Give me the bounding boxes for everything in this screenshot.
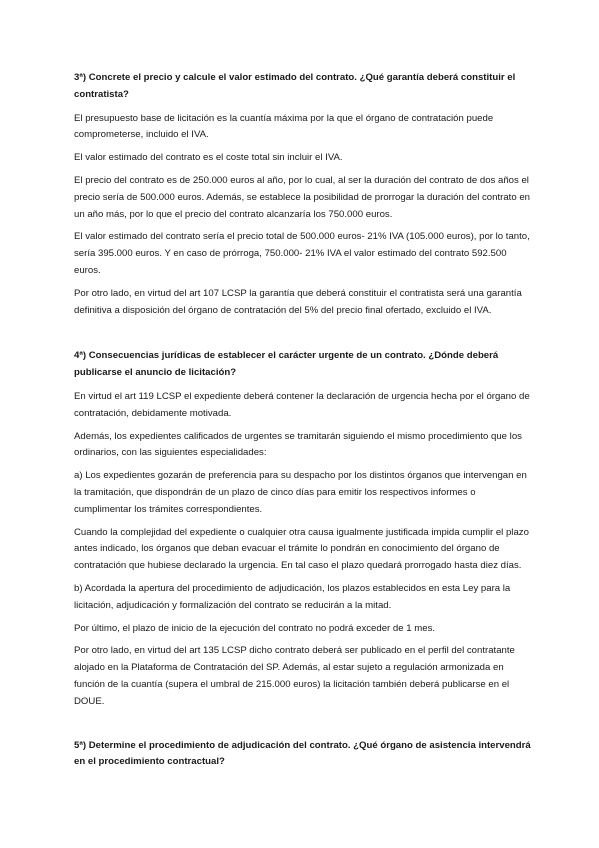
section-q4 (74, 348, 532, 710)
q4-paragraph-1: En virtud el art 119 LCSP el expediente deberá contener la declaración de urgencia hecha por el órgano de contratación, debidamente motivada. (74, 390, 530, 419)
section-q5 (74, 738, 532, 772)
q3-paragraph-1: El presupuesto base de licitación es la cuantía máxima por la que el órgano de contratación puede comprometerse, incluido el IVA. (74, 112, 494, 141)
q3-paragraph-4: El valor estimado del contrato sería el precio total de 500.000 euros- 21% IVA (105.000 euros), por lo tanto, sería 395.000 euros. Y en caso de prórroga, 750.000- 21% IVA el valor estimado del contrato 592.500 euros. (74, 231, 530, 276)
q3-paragraph-3: El precio del contrato es de 250.000 euros al año, por lo cual, al ser la duración del contrato de dos años el precio sería de 500.000 euros. Además, se establece la posibilidad de prorrogar la duración del contrato en un año más, por lo que el precio del contrato alcanzaría los 750.000 euros. (74, 174, 530, 220)
document-page (74, 70, 532, 778)
q4-paragraph-5: b) Acordada la apertura del procedimiento de adjudicación, los plazos establecidos en esta Ley para la licitación, adjudicación y formalización del contrato se reducirán a la mitad. (74, 582, 511, 611)
q4-paragraph-7: Por otro lado, en virtud del art 135 LCSP dicho contrato deberá ser publicado en el perfil del contratante alojado en la Plataforma de Contratación del SP. Además, al estar sujeto a regulación armonizada en función de la cuantía (supera el umbral de 215.000 euros) la licitación también deberá publicarse en el DOUE. (74, 645, 515, 707)
q3-paragraph-2: El valor estimado del contrato es el coste total sin incluir el IVA. (74, 152, 343, 164)
question-3-title: 3ª) Concrete el precio y calcule el valor estimado del contrato. ¿Qué garantía deberá constituir el contratista? (74, 72, 516, 100)
q4-paragraph-2: Además, los expedientes calificados de urgentes se tramitarán siguiendo el mismo procedimiento que los ordinarios, con las siguientes especialidades: (74, 430, 522, 459)
q4-paragraph-4: Cuando la complejidad del expediente o cualquier otra causa igualmente justificada impida cumplir el plazo antes indicado, los órganos que deban evacuar el trámite lo pondrán en conocimiento del órgano de contratación que hubiese declarado la urgencia. En tal caso el plazo quedará prorrogado hasta diez días. (74, 526, 529, 572)
question-5-title: 5ª) Determine el procedimiento de adjudicación del contrato. ¿Qué órgano de asistencia intervendrá en el procedimiento contractual? (74, 739, 531, 768)
q4-paragraph-3: a) Los expedientes gozarán de preferencia para su despacho por los distintos órganos que intervengan en la tramitación, que dispondrán de un plazo de cinco días para emitir los respectivos informes o cumplimentar los trámites correspondientes. (74, 470, 527, 515)
section-q3 (74, 70, 532, 319)
q3-paragraph-5: Por otro lado, en virtud del art 107 LCSP la garantía que deberá constituir el contratista será una garantía definitiva a disposición del órgano de contratación del 5% del precio final ofertado, excluido el IVA. (74, 287, 522, 316)
question-4-title: 4ª) Consecuencias jurídicas de establecer el carácter urgente de un contrato. ¿Dónde deberá publicarse el anuncio de licitación? (74, 350, 499, 379)
q4-paragraph-6: Por último, el plazo de inicio de la ejecución del contrato no podrá exceder de 1 mes. (74, 622, 436, 634)
